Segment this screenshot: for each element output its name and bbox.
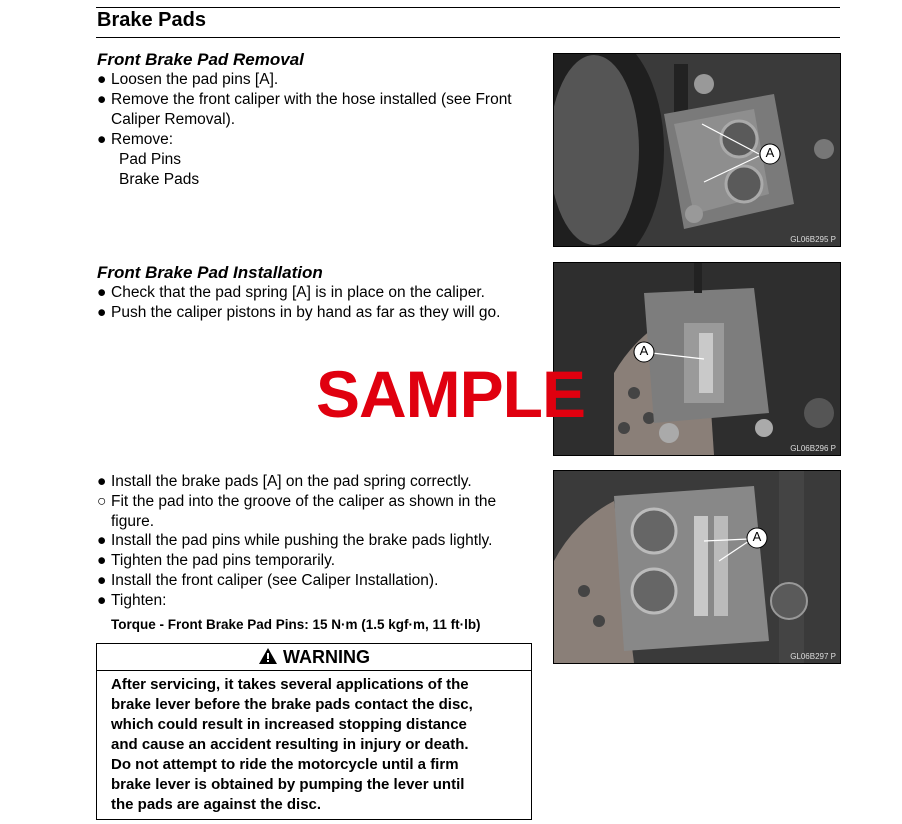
removal-step-3: ● Remove: (97, 131, 174, 148)
warning-body (96, 669, 532, 820)
warning-line-4: and cause an accident resulting in injury or death. (111, 736, 469, 753)
remove-item-brake-pads: Brake Pads (119, 171, 200, 188)
step-install-pins-text: Install the pad pins while pushing the brake pads lightly. (111, 532, 493, 549)
warning-line-5: Do not attempt to ride the motorcycle until a firm (111, 756, 459, 773)
step-tighten-pins-text: Tighten the pad pins temporarily. (111, 552, 336, 569)
step-install-caliper: ● Install the front caliper (see Caliper Installation). (97, 572, 439, 589)
step-fit-pad-cont: figure. (111, 513, 155, 530)
sample-watermark: SAMPLE (316, 357, 586, 431)
step-install-caliper-text: Install the front caliper (see Caliper Installation). (111, 572, 439, 589)
removal-step-2: ● Remove the front caliper with the hose installed (see Front (97, 91, 512, 108)
step-install-pads-text: Install the brake pads [A] on the pad spring correctly. (111, 473, 472, 490)
figure-2-callout-label: A (639, 343, 649, 358)
figure-1-code: GL06B295 P (790, 235, 836, 244)
figure-pad-removal-photo (553, 53, 841, 247)
figure-3-code: GL06B297 P (790, 652, 836, 661)
warning-line-7: the pads are against the disc. (111, 796, 322, 813)
install-step-1-text: Check that the pad spring [A] is in place on the caliper. (111, 284, 485, 301)
installation-heading: Front Brake Pad Installation (97, 263, 323, 282)
figure-pad-spring-photo (553, 262, 841, 456)
removal-step-1: ● Loosen the pad pins [A]. (97, 71, 279, 88)
warning-line-3: which could result in increased stopping distance (111, 716, 467, 733)
step-install-pads: ● Install the brake pads [A] on the pad spring correctly. (97, 473, 472, 490)
title-rule (96, 37, 840, 38)
torque-spec: Torque - Front Brake Pad Pins: 15 N·m (1.5 kgf·m, 11 ft·lb) (111, 617, 481, 632)
figure-2-code: GL06B296 P (790, 444, 836, 453)
warning-line-1: After servicing, it takes several applications of the (111, 676, 469, 693)
removal-step-2-cont: Caliper Removal). (111, 111, 236, 128)
removal-step-2-text: Remove the front caliper with the hose installed (see Front (111, 91, 512, 108)
warning-header (96, 643, 532, 671)
step-install-pins: ● Install the pad pins while pushing the brake pads lightly. (97, 532, 493, 549)
install-step-2: ● Push the caliper pistons in by hand as far as they will go. (97, 304, 501, 321)
step-fit-pad-text: Fit the pad into the groove of the caliper as shown in the (111, 493, 497, 510)
figure-3-callout-label: A (752, 529, 762, 544)
figure-pad-install-photo (553, 470, 841, 664)
step-tighten-pins: ● Tighten the pad pins temporarily. (97, 552, 336, 569)
removal-heading: Front Brake Pad Removal (97, 50, 304, 69)
step-tighten: ● Tighten: (97, 592, 167, 609)
remove-item-pad-pins: Pad Pins (119, 151, 182, 168)
removal-step-3-text: Remove: (111, 131, 174, 148)
install-step-1: ● Check that the pad spring [A] is in place on the caliper. (97, 284, 485, 301)
step-tighten-text: Tighten: (111, 592, 167, 609)
removal-step-1-text: Loosen the pad pins [A]. (111, 71, 279, 88)
top-rule (96, 7, 840, 8)
figure-1-callout-label: A (765, 145, 775, 160)
install-step-2-text: Push the caliper pistons in by hand as far as they will go. (111, 304, 501, 321)
warning-line-6: brake lever is obtained by pumping the lever until (111, 776, 465, 793)
warning-title: WARNING (283, 647, 370, 667)
step-fit-pad: ○ Fit the pad into the groove of the caliper as shown in the (97, 493, 497, 510)
warning-line-2: brake lever before the brake pads contact the disc, (111, 696, 473, 713)
page-title: Brake Pads (97, 9, 206, 31)
